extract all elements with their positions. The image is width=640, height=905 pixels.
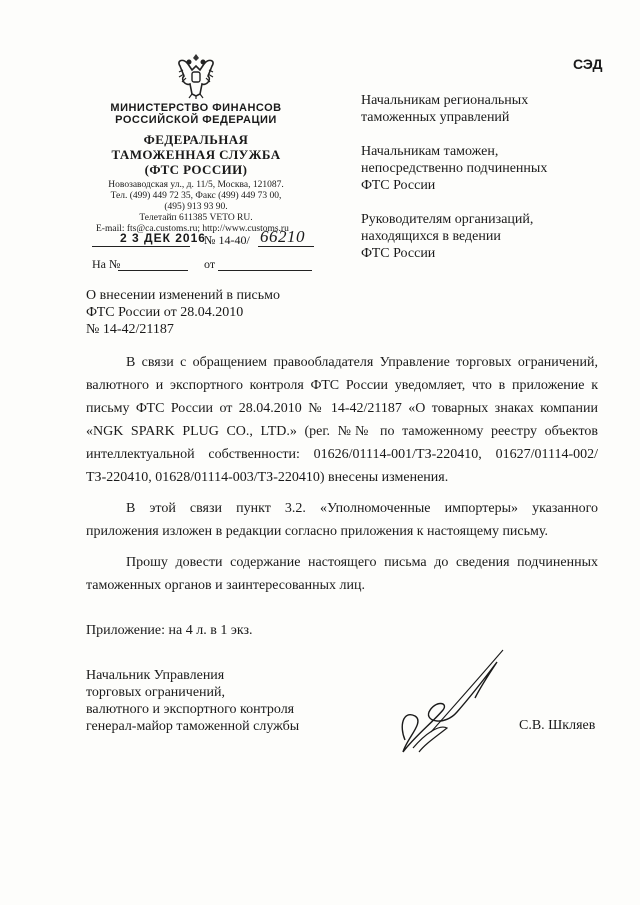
service-name bbox=[96, 132, 296, 177]
phone-line: Тел. (499) 449 72 35, Факс (499) 449 73 00, bbox=[110, 191, 282, 201]
signatory-line: генерал-майор таможенной службы bbox=[86, 719, 300, 734]
email-line: E-mail: fts@ca.customs.ru; http://www.customs.ru bbox=[96, 224, 289, 234]
ref-date-field bbox=[218, 257, 312, 271]
ref-label: На № bbox=[92, 257, 121, 271]
recipient-line: находящихся в ведении bbox=[361, 229, 501, 244]
ministry-line1: МИНИСТЕРСТВО ФИНАНСОВ bbox=[110, 102, 282, 114]
recipient-line: Начальникам таможен, bbox=[361, 144, 499, 159]
subject-line: О внесении изменений в письмо bbox=[86, 288, 280, 303]
recipients-block bbox=[361, 92, 601, 279]
date-stamp: 2 3 ДЕК 2016 bbox=[120, 231, 206, 245]
body-paragraph: В связи с обращением правообладателя Управление торговых ограничений, валютного и экспортного контроля ФТС России уведомляет, что в приложение к письму ФТС России от 28.04.2010 № 14-42/21187 «О товарных знаках компании «NGK SPARK PLUG CO., LTD.» (рег. №№ по таможенному реестру объектов интеллектуальной собственности: 01626/01114-001/ТЗ-220410, 01627/01114-002/ТЗ-220410, 01628/01114-003/ТЗ-220410) внесены изменения. bbox=[86, 355, 598, 485]
service-line3: (ФТС РОССИИ) bbox=[144, 162, 248, 177]
signatory-line: торговых ограничений, bbox=[86, 685, 226, 700]
recipient-item bbox=[361, 92, 601, 126]
teletype-line: Телетайп 611385 VETO RU. bbox=[139, 213, 253, 223]
subject-line: № 14-42/21187 bbox=[86, 322, 174, 337]
ministry-name bbox=[96, 102, 296, 126]
sed-mark: СЭД bbox=[573, 56, 603, 72]
number-handwritten: 66210 bbox=[260, 227, 305, 246]
coat-of-arms-emblem bbox=[174, 50, 218, 100]
letter-body bbox=[86, 351, 598, 605]
recipient-line: таможенных управлений bbox=[361, 110, 510, 125]
ministry-line2: РОССИЙСКОЙ ФЕДЕРАЦИИ bbox=[115, 114, 277, 126]
subject-line: ФТС России от 28.04.2010 bbox=[86, 305, 244, 320]
body-paragraph: В этой связи пункт 3.2. «Уполномоченные импортеры» указанного приложения изложен в редакции согласно приложения к настоящему письму. bbox=[86, 501, 598, 539]
ref-number-field bbox=[118, 257, 188, 271]
reference-row bbox=[92, 255, 322, 273]
address-line: Новозаводская ул., д. 11/5, Москва, 121087. bbox=[108, 180, 284, 190]
recipient-line: ФТС России bbox=[361, 246, 436, 261]
handwritten-signature bbox=[385, 640, 515, 755]
signatory-title bbox=[86, 667, 346, 735]
body-paragraph: Прошу довести содержание настоящего письма до сведения подчиненных таможенных органов и заинтересованных лиц. bbox=[86, 555, 598, 593]
recipient-line: Руководителям организаций, bbox=[361, 212, 534, 227]
recipient-line: ФТС России bbox=[361, 178, 436, 193]
recipient-item bbox=[361, 211, 601, 262]
recipient-line: непосредственно подчиненных bbox=[361, 161, 548, 176]
service-line1: ФЕДЕРАЛЬНАЯ bbox=[143, 132, 249, 147]
recipient-line: Начальникам региональных bbox=[361, 93, 529, 108]
service-line2: ТАМОЖЕННАЯ СЛУЖБА bbox=[111, 147, 281, 162]
fax-line: (495) 913 93 90. bbox=[164, 202, 228, 212]
registration-row bbox=[92, 229, 322, 251]
number-prefix: № 14-40/ bbox=[204, 233, 250, 247]
signatory-line: Начальник Управления bbox=[86, 668, 225, 683]
annex-note: Приложение: на 4 л. в 1 экз. bbox=[86, 623, 253, 638]
signer-name: С.В. Шкляев bbox=[519, 718, 596, 733]
recipient-item bbox=[361, 143, 601, 194]
ref-from-label: от bbox=[204, 257, 216, 271]
signatory-line: валютного и экспортного контроля bbox=[86, 702, 295, 717]
letter-subject bbox=[86, 287, 346, 338]
